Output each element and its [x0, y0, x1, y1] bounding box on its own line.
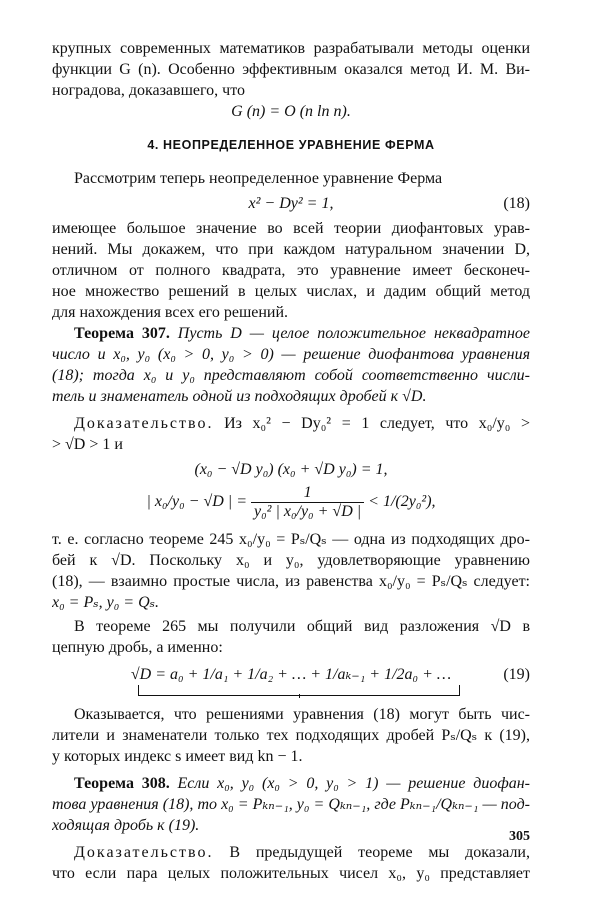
- cf-line-1: В теореме 265 мы получили общий вид разложения √D в: [74, 618, 530, 635]
- proof-307-line-2: > √D > 1 и: [52, 436, 123, 453]
- top-line-1: крупных современных математиков разрабатывали методы оценки: [52, 40, 530, 57]
- intro-line-6: для нахождения всех его решений.: [52, 304, 289, 321]
- page-number: 305: [509, 829, 530, 844]
- proof-307-line-3: т. е. согласно теореме 245 x₀/y₀ = Pₛ/Qₛ — одна из подходящих дро-: [52, 531, 530, 548]
- period-brace: [138, 685, 460, 696]
- paragraph-2-line-2: лители и знаменатели только тех подходящих дробей Pₛ/Qₛ к (19),: [52, 727, 530, 744]
- proof-308-line-1: [52, 842, 530, 863]
- theorem-308-text-1: Если x₀, y₀ (x₀ > 0, y₀ > 1) — решение диофан-: [177, 775, 530, 792]
- inequality-denominator: y₀² | x₀/y₀ + √D |: [253, 503, 362, 520]
- intro-line-2: имеющее большое значение во всей теории диофантовых урав-: [52, 220, 530, 237]
- equation-19-body: √D = a₀ + 1/a₁ + 1/a₂ + … + 1/aₖ₋₁ + 1/2a₀ + …: [130, 666, 452, 683]
- inequality-lhs: | x₀/y₀ − √D | =: [146, 493, 247, 511]
- top-line-2: функции G (n). Особенно эффективным оказался метод И. М. Ви-: [52, 61, 530, 78]
- text-column: [52, 38, 530, 884]
- theorem-307-text-1: Пусть D — целое положительное неквадратное: [177, 325, 530, 342]
- equation-18-number: (18): [503, 195, 530, 212]
- equation-product: (x₀ − √D y₀) (x₀ + √D y₀) = 1,: [194, 461, 388, 478]
- theorem-308-line-2: това уравнения (18), то x₀ = Pₖₙ₋₁, y₀ = Qₖₙ₋₁, где Pₖₙ₋₁/Qₖₙ₋₁ — под-: [52, 796, 530, 813]
- cf-line-2: цепную дробь, а именно:: [52, 639, 223, 656]
- intro-line-1: Рассмотрим теперь неопределенное уравнение Ферма: [74, 170, 443, 187]
- formula-g-n: G (n) = O (n ln n).: [231, 103, 351, 120]
- theorem-308-line-1: [52, 773, 530, 794]
- proof-308-label: Доказательство.: [74, 844, 214, 861]
- proof-308-line-2: что если пара целых положительных чисел x₀, y₀ представляет: [52, 865, 530, 882]
- inequality-fraction: [251, 484, 364, 521]
- section-heading: 4. НЕОПРЕДЕЛЕННОЕ УРАВНЕНИЕ ФЕРМА: [147, 138, 435, 152]
- theorem-307-line-1: [52, 323, 530, 344]
- theorem-308-label: Теорема 308.: [74, 775, 170, 792]
- theorem-308-line-3: ходящая дробь к (19).: [52, 817, 200, 834]
- intro-line-4: отличном от полного квадрата, это уравнение имеет бесконеч-: [52, 262, 530, 279]
- proof-307-line-5: (18), — взаимно простые числа, из равенства x₀/y₀ = Pₛ/Qₛ следует:: [52, 573, 530, 590]
- theorem-307-line-4: тель и знаменатель одной из подходящих дробей к √D.: [52, 388, 427, 405]
- paragraph-2-line-3: у которых индекс s имеет вид kn − 1.: [52, 748, 303, 765]
- theorem-307-label: Теорема 307.: [74, 325, 170, 342]
- inequality-rhs: < 1/(2y₀²),: [368, 493, 436, 511]
- equation-19-number: (19): [503, 666, 530, 683]
- proof-307-label: Доказательство.: [74, 415, 214, 432]
- proof-307-text-1: Из x₀² − Dy₀² = 1 следует, что x₀/y₀ >: [224, 415, 530, 432]
- top-line-3: ноградова, доказавшего, что: [52, 82, 245, 99]
- equation-18-body: x² − Dy² = 1,: [248, 195, 334, 212]
- proof-307-line-4: бей к √D. Поскольку x₀ и y₀, удовлетворяющие уравнению: [52, 552, 530, 569]
- equation-inequality: [52, 484, 530, 521]
- proof-307-line-6: x₀ = Pₛ, y₀ = Qₛ.: [52, 594, 160, 611]
- equation-18: [52, 193, 530, 214]
- equation-19: [52, 664, 530, 685]
- proof-308-text-1: В предыдущей теореме мы доказали,: [229, 844, 530, 861]
- theorem-307-line-3: (18); тогда x₀ и y₀ представляют собой соответственно числи-: [52, 367, 530, 384]
- proof-307-line-1: [52, 413, 530, 434]
- paragraph-2-line-1: Оказывается, что решениями уравнения (18) могут быть чис-: [74, 706, 530, 723]
- inequality-numerator: 1: [251, 484, 364, 503]
- intro-line-5: ное множество решений в целых числах, и дадим общий метод: [52, 283, 530, 300]
- theorem-307-line-2: число и x₀, y₀ (x₀ > 0, y₀ > 0) — решение диофантова уравнения: [52, 346, 530, 363]
- intro-line-3: нений. Мы докажем, что при каждом натуральном значении D,: [52, 241, 530, 258]
